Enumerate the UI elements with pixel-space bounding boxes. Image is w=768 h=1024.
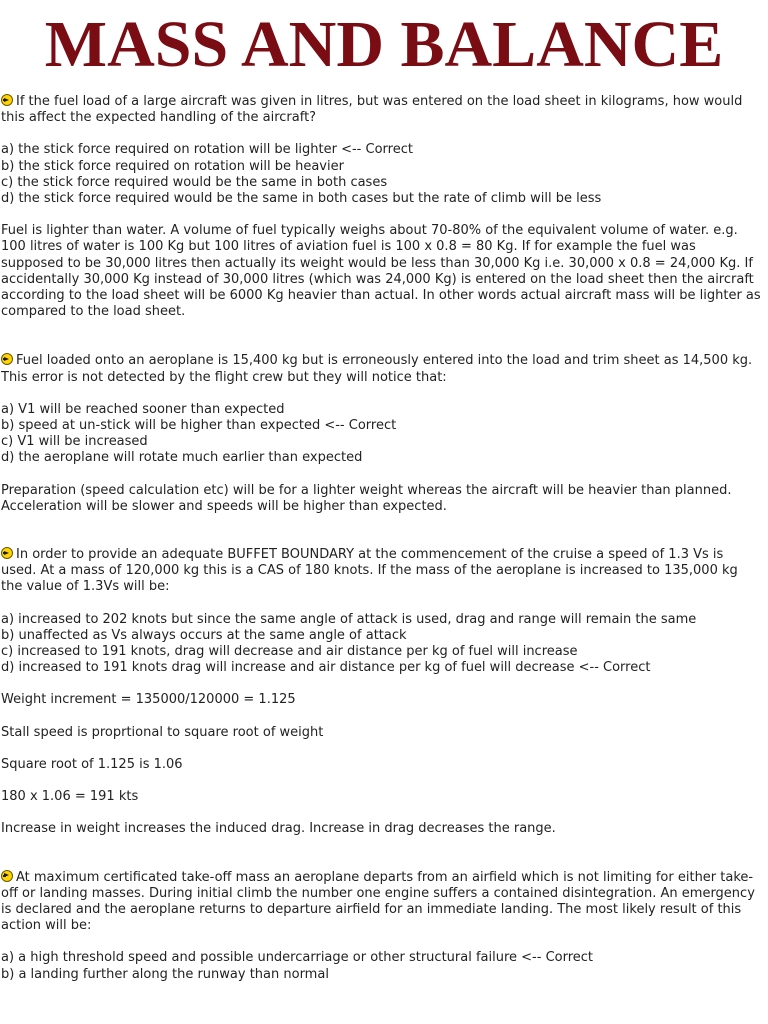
explanation-paragraph: Preparation (speed calculation etc) will be for a lighter weight whereas the aircraft will be heavier than planned. Acceleration will be slower and speeds will be higher than expected. [1,482,732,514]
question-block [1,870,762,983]
answer-option: d) the stick force required would be the same in both cases but the rate of climb will be less [1,191,602,207]
answer-option: d) the aeroplane will rotate much earlier than expected [1,450,363,466]
answer-options [1,950,762,982]
answer-option: c) V1 will be increased [1,434,148,450]
explanation-paragraph: Square root of 1.125 is 1.06 [1,756,183,772]
answer-option: b) the stick force required on rotation will be heavier [1,158,344,174]
question-text-content: If the fuel load of a large aircraft was given in litres, but was entered on the load sheet in kilograms, how would this affect the expected handling of the aircraft? [1,94,743,126]
question-text [1,547,762,596]
question-block [1,353,762,515]
section-spacer [1,838,762,870]
answer-option: b) speed at un-stick will be higher than expected <-- Correct [1,418,397,434]
question-block [1,547,762,837]
answer-option: a) V1 will be reached sooner than expected [1,401,285,417]
explanation-paragraph: Increase in weight increases the induced drag. Increase in drag decreases the range. [1,821,556,837]
question-text-content: At maximum certificated take-off mass an aeroplane departs from an airfield which is not limiting for either take-off or landing masses. During initial climb the number one engine suffers a contained disintegration. An emergency is declared and the aeroplane returns to departure airfield for an immediate landing. The most likely result of this action will be: [1,869,755,934]
answer-option: c) increased to 191 knots, drag will decrease and air distance per kg of fuel will increase [1,644,578,660]
section-spacer [1,515,762,547]
answer-options [1,142,762,207]
answer-option: d) increased to 191 knots drag will increase and air distance per kg of fuel will decrease <-- Correct [1,660,651,676]
question-text-content: Fuel loaded onto an aeroplane is 15,400 kg but is erroneously entered into the load and trim sheet as 14,500 kg. This error is not detected by the flight crew but they will notice that: [1,353,753,385]
answer-option: b) unaffected as Vs always occurs at the same angle of attack [1,627,407,643]
answer-options [1,612,762,677]
answer-option: a) the stick force required on rotation will be lighter <-- Correct [1,142,413,158]
question-text [1,94,762,126]
document-content [0,94,768,983]
explanation-paragraph: 180 x 1.06 = 191 kts [1,789,139,805]
arrow-bullet-icon [1,870,13,882]
arrow-bullet-icon [1,94,13,106]
question-text [1,870,762,935]
arrow-bullet-icon [1,353,13,365]
question-text-content: In order to provide an adequate BUFFET BOUNDARY at the commencement of the cruise a speed of 1.3 Vs is used. At a mass of 120,000 kg this is a CAS of 180 knots. If the mass of the aeroplane is increased to 135,000 kg the value of 1.3Vs will be: [1,547,738,595]
question-text [1,353,762,385]
explanation-paragraph: Weight increment = 135000/120000 = 1.125 [1,692,296,708]
answer-option: c) the stick force required would be the same in both cases [1,174,388,190]
question-block [1,94,762,320]
answer-option: a) a high threshold speed and possible undercarriage or other structural failure <-- Correct [1,950,594,966]
arrow-bullet-icon [1,547,13,559]
explanation-paragraph: Stall speed is proprtional to square root of weight [1,724,324,740]
section-spacer [1,320,762,353]
explanation-paragraph: Fuel is lighter than water. A volume of fuel typically weighs about 70-80% of the equivalent volume of water. e.g. 100 litres of water is 100 Kg but 100 litres of aviation fuel is 100 x 0.8 = 80 Kg. If for example the fuel was supposed to be 30,000 litres then actually its weight would be less than 30,000 Kg i.e. 30,000 x 0.8 = 24,000 Kg. If accidentally 30,000 Kg instead of 30,000 litres (which was 24,000 Kg) is entered on the load sheet then the aircraft according to the load sheet will be 6000 Kg heavier than actual. In other words actual aircraft mass will be lighter as compared to the load sheet. [1,223,761,320]
document-title: MASS AND BALANCE [44,8,724,81]
answer-options [1,402,762,467]
answer-option: a) increased to 202 knots but since the same angle of attack is used, drag and range will remain the same [1,611,697,627]
answer-option: b) a landing further along the runway than normal [1,966,329,982]
